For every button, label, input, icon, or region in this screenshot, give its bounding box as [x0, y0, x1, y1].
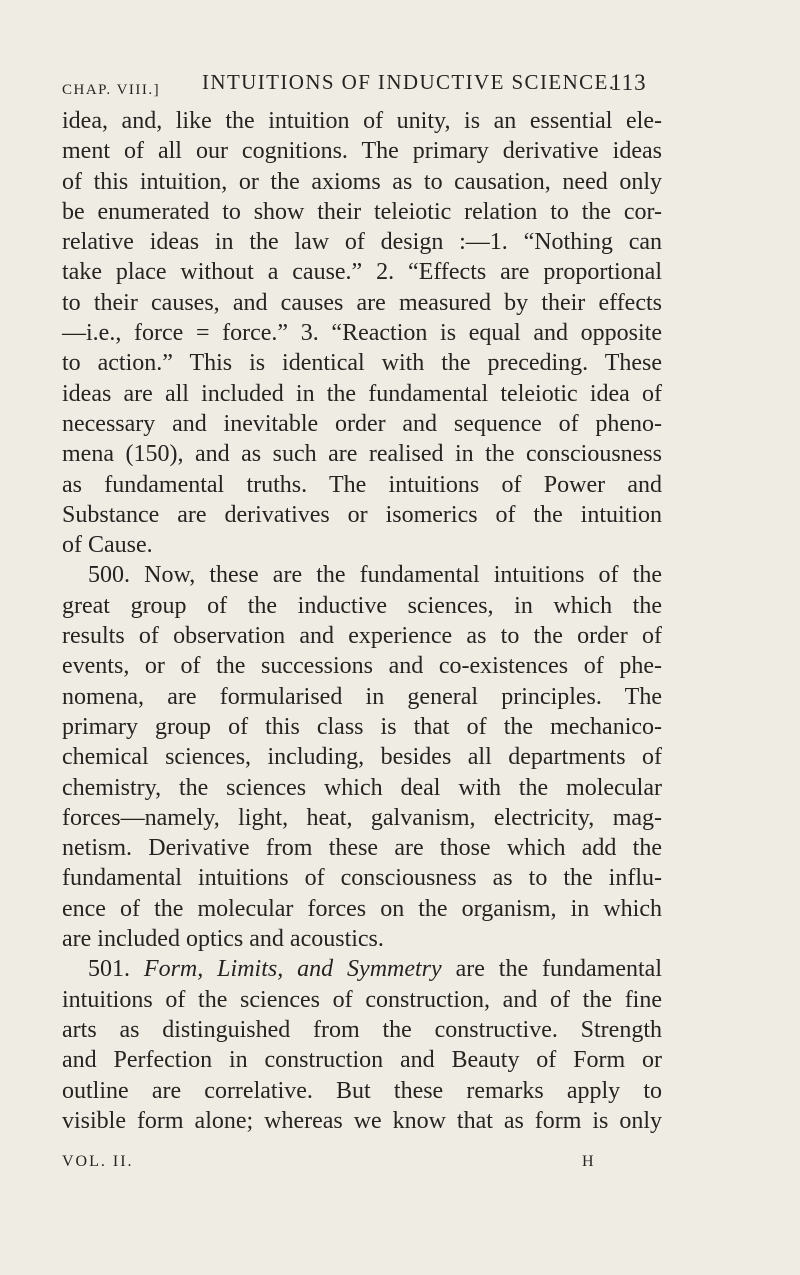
- running-title: INTUITIONS OF INDUCTIVE SCIENCE.: [202, 70, 616, 94]
- paragraph-500-start: 500. Now, these are the fundamental intuitions of the: [88, 562, 662, 589]
- text-line: arts as distinguished from the constructive. Strength: [62, 1016, 662, 1043]
- text-line: —i.e., force = force.” 3. “Reaction is equal and opposite: [62, 320, 662, 347]
- page-number: 113: [610, 70, 647, 95]
- text-line: to their causes, and causes are measured by their effects: [62, 289, 662, 316]
- text-line: idea, and, like the intuition of unity, is an essential ele-: [62, 108, 662, 134]
- text-line: to action.” This is identical with the preceding. These: [62, 350, 662, 377]
- text-line: forces—namely, light, heat, galvanism, electricity, mag-: [62, 804, 662, 831]
- text-line: outline are correlative. But these remarks apply to: [62, 1077, 662, 1104]
- text-line: relative ideas in the law of design :—1. “Nothing can: [62, 229, 662, 256]
- text-line: ment of all our cognitions. The primary derivative ideas: [62, 138, 662, 165]
- text-line: ideas are all included in the fundamental teleiotic idea of: [62, 380, 662, 407]
- text-line: chemical sciences, including, besides all departments of: [62, 744, 662, 771]
- text-line: of this intuition, or the axioms as to causation, need only: [62, 168, 662, 195]
- italic-terms: Form, Limits, and Symmetry: [143, 956, 442, 983]
- text-line: take place without a cause.” 2. “Effects are proportional: [62, 259, 662, 286]
- text-line: as fundamental truths. The intuitions of Power and: [62, 471, 662, 498]
- signature-mark: H: [582, 1153, 596, 1170]
- paragraph-501-start: 501. Form, Limits, and Symmetry are the fundamental: [88, 956, 663, 983]
- text-line: mena (150), and as such are realised in the consciousness: [62, 441, 662, 468]
- text-line: nomena, are formularised in general principles. The: [62, 683, 662, 710]
- text-line: and Perfection in construction and Beauty of Form or: [62, 1047, 662, 1074]
- text-line: great group of the inductive sciences, in which the: [62, 592, 662, 619]
- text-line: netism. Derivative from these are those which add the: [62, 835, 662, 862]
- body-text: [62, 106, 662, 1136]
- text-line: of Cause.: [62, 532, 153, 559]
- volume-label: VOL. II.: [62, 1153, 134, 1170]
- text-line: visible form alone; whereas we know that as form is only: [62, 1107, 662, 1134]
- text-line: intuitions of the sciences of construction, and of the fine: [62, 986, 662, 1013]
- text-line: chemistry, the sciences which deal with the molecular: [62, 774, 662, 801]
- running-head: [62, 70, 662, 110]
- text-line: necessary and inevitable order and sequence of pheno-: [62, 410, 662, 437]
- text-line: fundamental intuitions of consciousness as to the influ-: [62, 865, 662, 892]
- text-line: be enumerated to show their teleiotic relation to the cor-: [62, 198, 662, 225]
- text-line: primary group of this class is that of the mechanico-: [62, 713, 662, 740]
- text-line: events, or of the successions and co-existences of phe-: [62, 653, 662, 680]
- page-footer: [62, 1153, 662, 1183]
- text-line: ence of the molecular forces on the organism, in which: [62, 895, 662, 922]
- text-line: results of observation and experience as to the order of: [62, 623, 662, 650]
- text-line: Substance are derivatives or isomerics of the intuition: [62, 501, 662, 528]
- text-line: are included optics and acoustics.: [62, 926, 384, 953]
- chapter-label: CHAP. VIII.]: [62, 82, 161, 98]
